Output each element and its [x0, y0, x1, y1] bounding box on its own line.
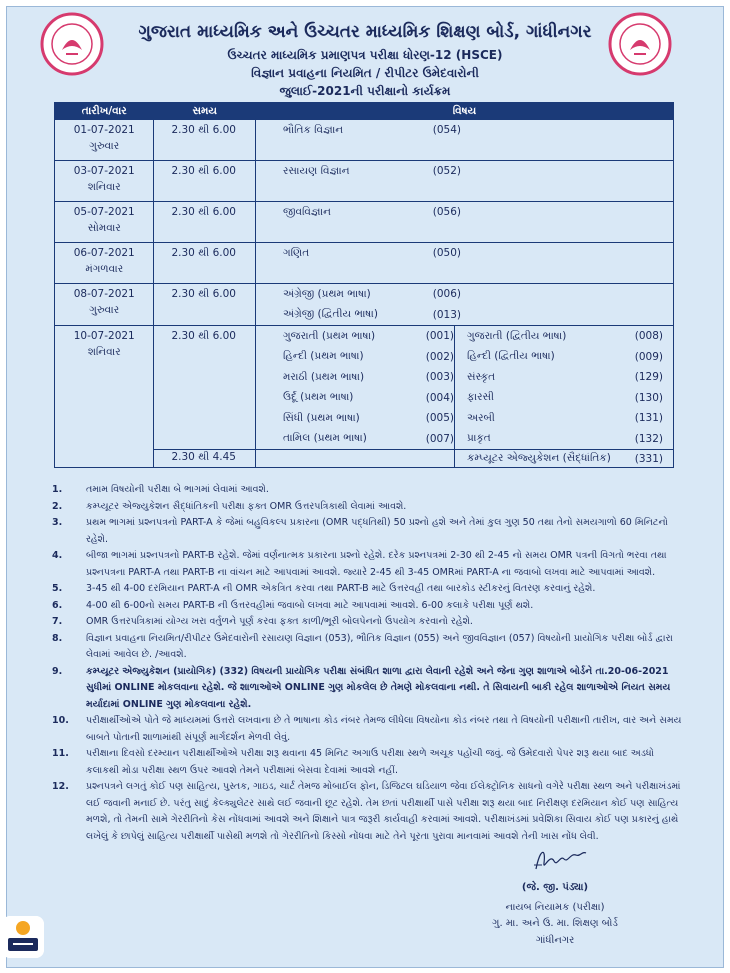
subject-entry: પ્રાકૃત (132) [467, 432, 663, 445]
signature [530, 843, 590, 877]
list-item: 1. તમામ વિષયોની પરીક્ષા બે ભાગમાં લેવામાં આવશે. [52, 484, 269, 495]
subject-entry: ફારસી (130) [467, 391, 663, 404]
list-item: 4. બીજા ભાગમાં પ્રશ્નપત્રનો PART-B રહેશે. જેમાં વર્ણનાત્મક પ્રકારના પ્રશ્નો રહેશે. દરેક પ્રશ્નપત્રમાં 2-30 થી 2-45 નો સમય OMR પત્રની વિગતો ભરવા તથા પ્રશ્નપત્રના PART-A તથા PART-B ના વાંચન માટે આપવામાં આવશે. જ્યારે 2-45 થી 3-45 OMRમાં PART-A ના જવાબો લખવા માટે આપવામાં આવશે. [52, 550, 667, 578]
list-item: 10. પરીક્ષાર્થીઓએ પોતે જે માધ્યમમાં ઉત્તરો લખવાના છે તે ભાષાના કોડ નંબર તેમજ લીધેલા વિષયોના કોડ નંબર તથા તે વિષયોની પરીક્ષાની તારીખ, વાર અને સમય બાબતે પોતાની શાળામાંથી સંપૂર્ણ માર્ગદર્શન મેળવી લેવું. [52, 715, 682, 743]
divya-bhaskar-logo [2, 916, 44, 958]
subject-entry: ઉર્દૂ (પ્રથમ ભાષા) (004) [283, 391, 454, 404]
subject-entry: ગુજરાતી (દ્વિતીય ભાષા) (008) [467, 329, 663, 343]
exam-day: સોમવાર [87, 222, 121, 234]
subject-entry: સિંધી (પ્રથમ ભાષા) (005) [283, 411, 454, 425]
exam-day: શનિવાર [87, 181, 121, 193]
exam-time: 2.30 થી 6.00 [171, 165, 236, 177]
exam-day: ગુરુવાર [89, 140, 120, 152]
subject-entry: કમ્પ્યૂટર એજ્યુકેશન (સૈદ્ધાંતિક) (331) [467, 452, 663, 465]
exam-schedule-table [54, 102, 674, 468]
exam-date: 03-07-2021 [73, 165, 135, 177]
board-title: ગુજરાત માધ્યમિક અને ઉચ્ચતર માધ્યમિક શિક્ષણ બોર્ડ, ગાંધીનગર [138, 22, 592, 42]
list-item: 5. 3-45 થી 4-00 દરમિયાન PART-A ની OMR એકત્રિત કરવા તથા PART-B માટે ઉત્તરવહી તથા બારકોડ સ્ટીકરનું વિતરણ કરવાનું રહેશે. [52, 583, 596, 594]
subject-entry: હિન્દી (પ્રથમ ભાષા) (002) [283, 350, 454, 363]
exam-day: શનિવાર [87, 346, 121, 358]
subject-entry: સંસ્કૃત (129) [467, 370, 663, 384]
table-row [55, 120, 674, 161]
second-language-column [454, 326, 673, 449]
language-subjects [256, 326, 673, 449]
table-header-row [55, 103, 674, 120]
exam-day: ગુરુવાર [89, 304, 120, 316]
header-date: તારીખ/વાર [55, 103, 154, 120]
list-item: 8. વિજ્ઞાન પ્રવાહના નિયમિત/રીપીટર ઉમેદવારોની રસાયણ વિજ્ઞાન (053), ભૌતિક વિજ્ઞાન (055) અને જીવવિજ્ઞાન (057) વિષયોની પ્રાયોગિક પરીક્ષા બોર્ડ દ્વારા લેવામાં આવેલ છે. /આવશે. [52, 632, 673, 660]
exam-date: 06-07-2021 [73, 247, 135, 259]
exam-day: મંગળવાર [85, 263, 124, 275]
exam-date: 10-07-2021 [73, 330, 135, 342]
signatory-city: ગાંધીનગર [535, 935, 575, 946]
first-language-column [256, 326, 454, 449]
header-time: સમય [154, 103, 256, 120]
list-item: 2. કમ્પ્યૂટર એજ્યુકેશન સૈદ્ધાંતિકની પરીક્ષા ફક્ત OMR ઉત્તરપત્રિકાથી લેવામાં આવશે. [52, 500, 407, 512]
subject-entry: ગુજરાતી (પ્રથમ ભાષા) (001) [283, 329, 454, 343]
subject-entry: અરબી (131) [467, 411, 663, 425]
exam-title: ઉચ્ચતર માધ્યમિક પ્રમાણપત્ર પરીક્ષા ધોરણ-12 (HSCE) [227, 48, 503, 62]
exam-time: 2.30 થી 6.00 [171, 330, 236, 342]
subject-entry: રસાયણ વિજ્ઞાન (052) [283, 164, 461, 178]
exam-time: 2.30 થી 6.00 [171, 288, 236, 300]
exam-date: 01-07-2021 [73, 124, 135, 136]
subject-entry: હિન્દી (દ્વિતીય ભાષા) (009) [467, 350, 663, 363]
exam-time: 2.30 થી 6.00 [171, 206, 236, 218]
table-row [55, 284, 674, 326]
list-item: 11. પરીક્ષાના દિવસો દરમ્યાન પરીક્ષાર્થીઓએ પરીક્ષા શરૂ થવાના 45 મિનિટ અગાઉ પરીક્ષા સ્થળે અચૂક પહોંચી જવું. જે ઉમેદવારો પેપર શરૂ થયા બાદ અડધો કલાકથી મોડા પરીક્ષા સ્થળ ઉપર આવશે તેમને પરીક્ષામાં બેસવા દેવામાં આવશે નહીં. [52, 748, 655, 776]
subject-entry: મરાઠી (પ્રથમ ભાષા) (003) [283, 370, 454, 384]
table-row [55, 161, 674, 202]
table-row [55, 202, 674, 243]
header-subject: વિષય [256, 103, 674, 120]
subject-entry: તામિલ (પ્રથમ ભાષા) (007) [283, 432, 454, 445]
signatory-title: નાયબ નિયામક (પરીક્ષા) [505, 902, 605, 913]
exam-time: 2.30 થી 6.00 [171, 124, 236, 136]
signatory-org: ગુ. મા. અને ઉ. મા. શિક્ષણ બોર્ડ [492, 918, 618, 929]
list-item: 12. પ્રશ્નપત્રને લગતું કોઈ પણ સાહિત્ય, પુસ્તક, ગાઇડ, ચાર્ટ તેમજ મોબાઈલ ફોન, ડિજિટલ ઘડિયાળ જેવા ઈલેક્ટ્રોનિક સાધનો વગેરે પરીક્ષા સ્થળ અને પરીક્ષાખંડમાં લઈ જવાની મનાઈ છે. પરંતુ સાદું કેલ્ક્યુલેટર સાથે લઈ જવાની છૂટ રહેશે. તેમ છતાં પરીક્ષાર્થી પાસે પરીક્ષા શરૂ થયા બાદ નિરીક્ષણ દરમિયાન કોઈ પણ સાહિત્ય મળશે, તો તેમની સામે ગેરરીતિનો કેસ નોંધવામાં આવશે અને શિક્ષાને પાત્ર જરૂરી કાર્યવાહી કરવામાં આવશે. પરીક્ષાખંડમાં પ્રવેશિકા સિવાય કોઈ પણ પ્રકારનું હાથે લખેલું કે છાપેલું સાહિત્ય પરીક્ષાર્થી પાસેથી મળશે તો ગેરરીતિનો કિસ્સો નોંધવા માટે તેને પૂરતા પુરાવા માનવામાં આવશે તેની ખાસ નોંધ લેવી. [52, 781, 681, 842]
table-row [55, 243, 674, 284]
list-item: 7. OMR ઉત્તરપત્રિકામાં યોગ્ય ખરા વર્તુળને પૂર્ણ કરવા ફક્ત કાળી/ભૂરી બોલપેનનો ઉપયોગ કરવાનો રહેશે. [52, 616, 473, 627]
exam-time: 2.30 થી 6.00 [171, 247, 236, 259]
subject-entry: ભૌતિક વિજ્ઞાન (054) [283, 123, 461, 137]
subject-entry: જીવવિજ્ઞાન (056) [283, 205, 461, 219]
stream-title: વિજ્ઞાન પ્રવાહના નિયમિત / રીપીટર ઉમેદવારોની [251, 66, 479, 80]
exam-date: 08-07-2021 [73, 288, 135, 300]
subject-entry: ગણિત (050) [283, 246, 461, 260]
instructions-list [52, 482, 682, 845]
exam-date: 05-07-2021 [73, 206, 135, 218]
schedule-title: જુલાઈ-2021ની પરીક્ષાનો કાર્યક્રમ [279, 84, 451, 98]
subject-entry: અંગ્રેજી (દ્વિતીય ભાષા) (013) [283, 308, 461, 321]
list-item: 9. કમ્પ્યૂટર એજ્યુકેશન (પ્રાયોગિક) (332) વિષયની પ્રાયોગિક પરીક્ષા સંબંધિત શાળા દ્વારા લેવાની રહેશે અને જેના ગુણ શાળાએ બોર્ડને તા.20-06-2021 સુધીમાં ONLINE મોકલવાના રહેશે. જે શાળાઓએ ONLINE ગુણ મોકલેલ છે તેમણે મોકલવાના નથી. તે સિવાયની બાકી રહેલ શાળાઓએ નિયત સમય મર્યાદામાં ONLINE ગુણ મોકલવાના રહેશે. [52, 665, 671, 710]
list-item: 3. પ્રથમ ભાગમાં પ્રશ્નપત્રનો PART-A કે જેમાં બહુવિકલ્પ પ્રકારના (OMR પદ્ધતિથી) 50 પ્રશ્નો હશે અને તેમાં કુલ ગુણ 50 તથા તેનો સમયગાળો 60 મિનિટનો રહેશે. [52, 517, 668, 545]
exam-time: 2.30 થી 4.45 [171, 451, 236, 463]
table-row [55, 326, 674, 450]
signatory-name: (જે. જી. પંડ્યા) [521, 882, 589, 893]
subject-entry: અંગ્રેજી (પ્રથમ ભાષા) (006) [283, 287, 461, 301]
list-item: 6. 4-00 થી 6-00નો સમય PART-B ની ઉત્તરવહીમાં જવાબો લખવા માટે આપવામાં આવશે. 6-00 કલાકે પરીક્ષા પૂર્ણ થશે. [52, 599, 534, 611]
